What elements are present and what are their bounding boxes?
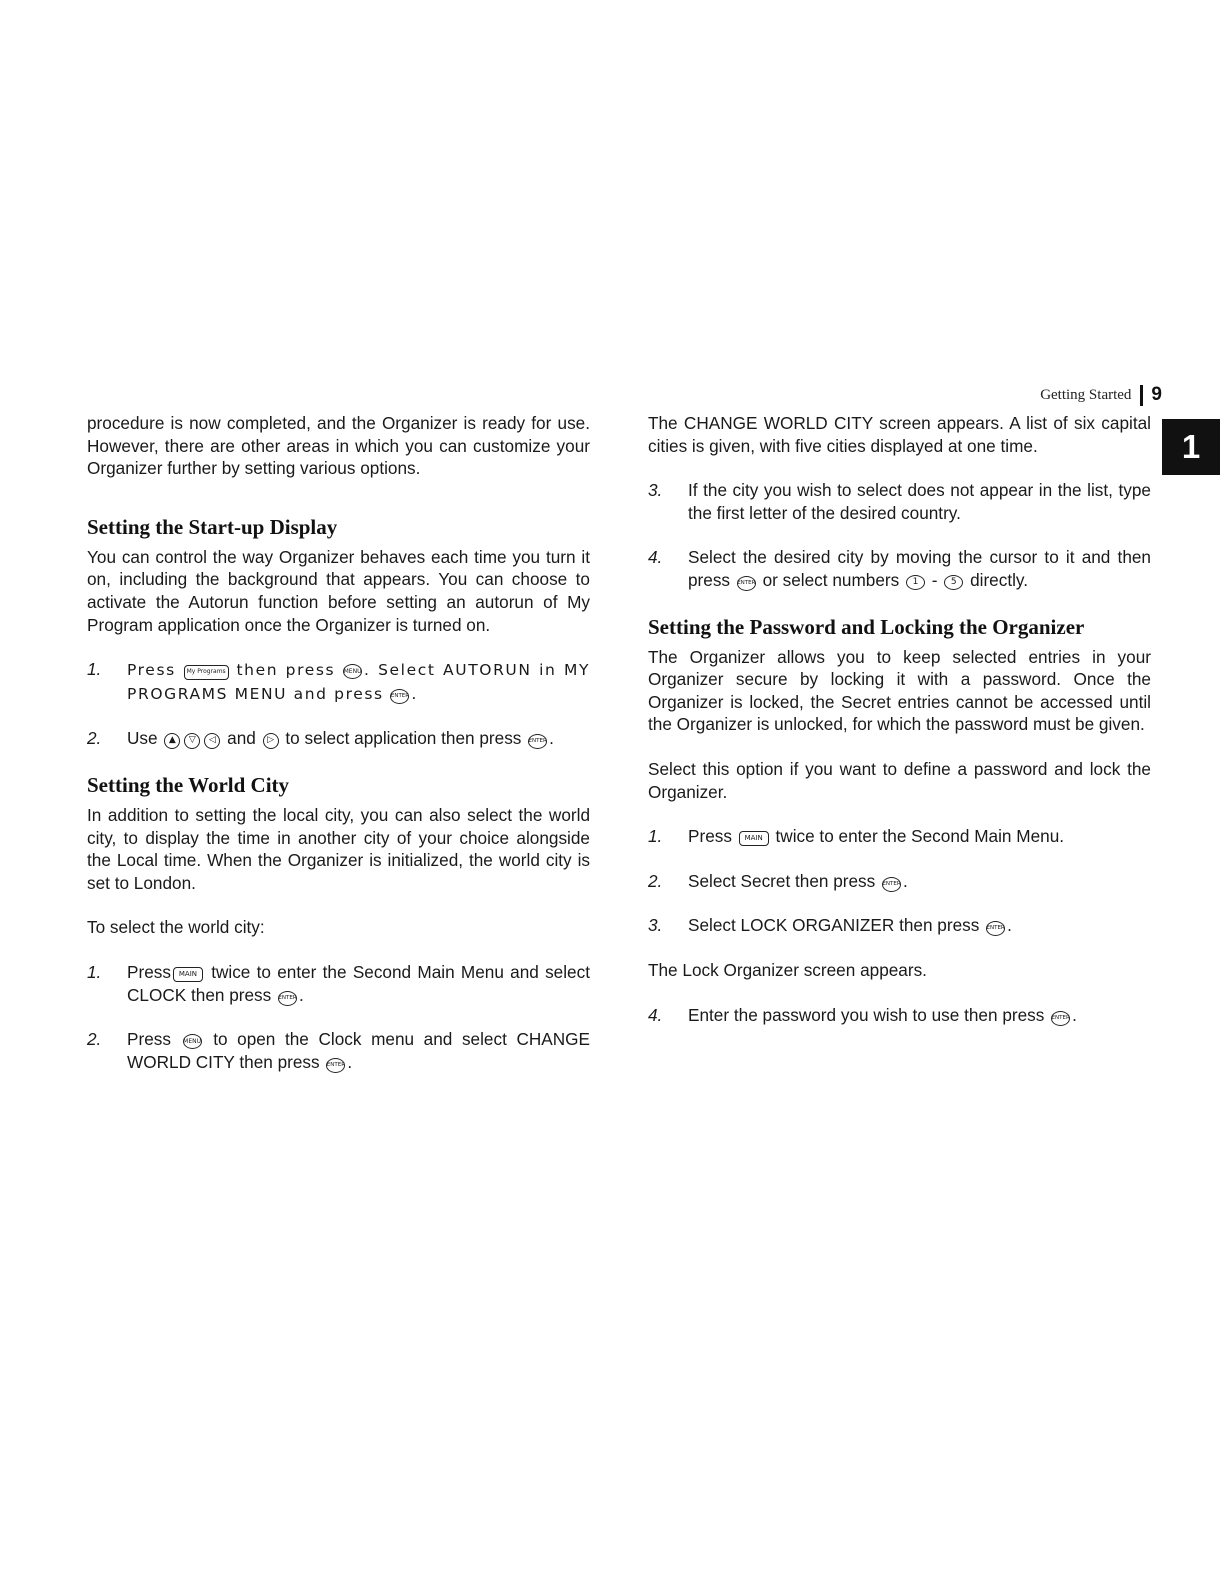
password-paragraph: The Organizer allows you to keep selected entries in your Organizer secure by locking it with a password. Once the Organizer is locked, the Secret entries cannot be accessed until the Organizer is unlocked, for which the password must be given.	[648, 646, 1151, 735]
step-number: 1.	[648, 826, 663, 847]
enter-key-icon: ENTER	[986, 921, 1005, 936]
password-lead: Select this option if you want to define a password and lock the Organizer.	[648, 758, 1151, 802]
step-number: 2.	[87, 728, 102, 749]
step-text: -	[931, 569, 938, 590]
step-text: .	[411, 682, 417, 703]
step-text: and	[227, 728, 256, 749]
startup-paragraph: You can control the way Organizer behaves each time you turn it on, including the background that appears. You can choose to activate the Autorun function before setting an autorun of My Program application once the Organizer is turned on.	[87, 546, 590, 635]
password-step-4	[648, 1004, 1151, 1027]
password-step-2	[648, 870, 1151, 893]
step-text: Press	[688, 826, 732, 847]
step-number: 2.	[648, 870, 663, 891]
step-text: .	[299, 984, 304, 1005]
step-text: directly.	[970, 569, 1029, 590]
step-text: Press	[127, 1029, 171, 1050]
world-step-3	[648, 479, 1151, 524]
step-text: Select the desired city by moving the cursor to it and then press	[688, 547, 1151, 590]
number-5-key-icon: 5	[944, 575, 963, 590]
step-text: or select numbers	[762, 569, 900, 590]
page-header	[1040, 384, 1162, 406]
left-column	[87, 412, 590, 1073]
step-text: Select LOCK ORGANIZER then press	[688, 915, 980, 936]
enter-key-icon: ENTER	[1051, 1011, 1070, 1026]
down-arrow-key-icon: ▽	[184, 733, 200, 749]
menu-key-icon: MENU	[183, 1034, 202, 1049]
step-number: 4.	[648, 547, 663, 568]
page-number: 9	[1151, 384, 1162, 405]
startup-step-2	[87, 727, 590, 750]
step-text: If the city you wish to select does not appear in the list, type the first letter of the desired country.	[688, 480, 1151, 523]
step-number: 1.	[87, 659, 102, 680]
startup-step-1	[87, 658, 590, 705]
up-arrow-key-icon: ▲	[164, 733, 180, 749]
my-programs-key-icon: My Programs	[184, 665, 229, 680]
step-text: to select application then press	[285, 728, 522, 749]
password-heading: Setting the Password and Locking the Organizer	[648, 614, 1085, 639]
step-text: Press	[127, 661, 176, 680]
enter-key-icon: ENTER	[278, 991, 297, 1006]
enter-key-icon: ENTER	[737, 576, 756, 591]
step-text: to open the Clock menu and select CHANGE WORLD CITY then press	[127, 1029, 591, 1072]
step-text: .	[347, 1051, 353, 1072]
enter-key-icon: ENTER	[882, 877, 901, 892]
right-arrow-key-icon: ▷	[263, 733, 279, 749]
step-number: 1.	[87, 961, 102, 982]
step-number: 3.	[648, 480, 663, 501]
enter-key-icon: ENTER	[326, 1058, 345, 1073]
world-city-lead: To select the world city:	[87, 917, 265, 938]
menu-key-icon: MENU	[343, 664, 362, 679]
enter-key-icon: ENTER	[390, 689, 409, 704]
main-key-icon: MAIN	[739, 831, 769, 846]
step-text: twice to enter the Second Main Menu and select CLOCK then press	[127, 961, 590, 1005]
world-city-heading: Setting the World City	[87, 772, 290, 797]
step-text: Select Secret then press	[688, 870, 876, 891]
step-number: 3.	[648, 915, 663, 936]
step-text: Enter the password you wish to use then press	[688, 1004, 1045, 1025]
step-text: .	[1072, 1004, 1077, 1025]
step-text: then press	[236, 661, 336, 680]
step-text: .	[549, 728, 554, 749]
number-1-key-icon: 1	[906, 575, 925, 590]
left-arrow-key-icon: ◁	[204, 733, 220, 749]
lock-screen-paragraph: The Lock Organizer screen appears.	[648, 959, 927, 980]
step-text: .	[1007, 915, 1012, 936]
step-number: 2.	[87, 1029, 102, 1050]
world-step-4	[648, 546, 1151, 591]
main-key-icon: MAIN	[173, 967, 203, 982]
step-text: Use	[127, 728, 158, 749]
chapter-tab: 1	[1162, 419, 1220, 475]
world-step-1	[87, 961, 590, 1006]
password-step-1	[648, 825, 1151, 848]
startup-heading: Setting the Start-up Display	[87, 514, 338, 539]
step-text: twice to enter the Second Main Menu.	[775, 826, 1065, 847]
header-divider	[1140, 385, 1143, 406]
step-text: Press	[127, 961, 171, 982]
right-column	[648, 412, 1151, 1026]
password-step-3	[648, 914, 1151, 937]
change-world-city-paragraph: The CHANGE WORLD CITY screen appears. A list of six capital cities is given, with five cities displayed at one time.	[648, 413, 1151, 456]
world-city-paragraph: In addition to setting the local city, you can also select the world city, to display the time in another city of your choice alongside the Local time. When the Organizer is initialized, the world city is set to London.	[87, 804, 590, 893]
step-text: .	[903, 870, 908, 891]
step-text: . Select AUTORUN in MY PROGRAMS MENU and press	[127, 661, 591, 703]
step-number: 4.	[648, 1004, 663, 1025]
running-head: Getting Started	[1040, 386, 1132, 403]
intro-paragraph: procedure is now completed, and the Organizer is ready for use. However, there are other areas in which you can customize your Organizer further by setting various options.	[87, 413, 590, 479]
enter-key-icon: ENTER	[528, 734, 547, 749]
world-step-2	[87, 1028, 590, 1073]
